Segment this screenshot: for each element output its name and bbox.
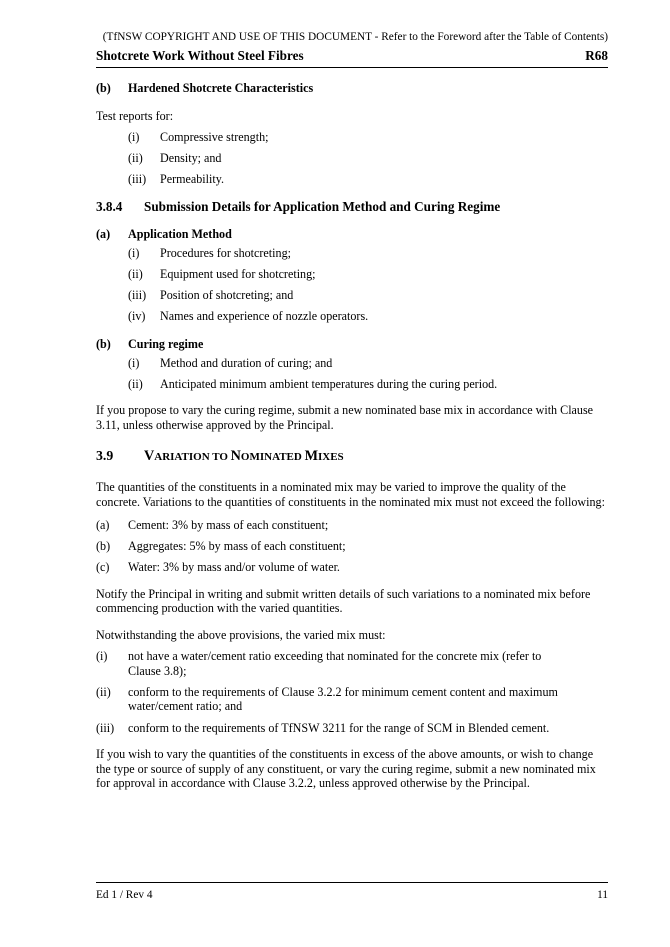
notwithstanding-paragraph: Notwithstanding the above provisions, the varied mix must: xyxy=(96,627,386,642)
list-item xyxy=(96,246,608,261)
hardened-intro: Test reports for: xyxy=(96,109,174,123)
list-item-number: (ii) xyxy=(96,684,111,699)
list-item-text: Procedures for shotcreting; xyxy=(160,245,291,260)
list-item-number: (iv) xyxy=(128,309,146,324)
list-item-number: (ii) xyxy=(128,376,143,391)
page-number: 11 xyxy=(597,889,608,901)
list-item-number: (ii) xyxy=(128,266,143,281)
closing-paragraph: If you wish to vary the quantities of the constituents in excess of the above amounts, or wish to change the type or source of supply of any constituent, or vary the curing regime, submit a new nominated mix for approval in accordance with Clause 3.2.2, unless approved otherwise by the Principal. xyxy=(96,747,596,791)
section-number: 3.8.4 xyxy=(96,198,123,214)
section-title: VARIATION TO NOMINATED MIXES xyxy=(144,448,344,465)
list-item-text: Method and duration of curing; and xyxy=(160,355,333,370)
variation-intro: The quantities of the constituents in a nominated mix may be varied to improve the quality of the concrete. Variations to the quantities of constituents in the nominated mix must not exceed the following: xyxy=(96,480,605,509)
list-item xyxy=(96,267,608,282)
list-item-number: (i) xyxy=(96,649,108,664)
list-item xyxy=(96,377,608,392)
curing-title: Curing regime xyxy=(128,336,204,351)
list-item-number: (b) xyxy=(96,539,111,554)
list-item-text: not have a water/cement ratio exceeding that nominated for the concrete mix (refer to Clause 3.8); xyxy=(128,649,542,678)
list-item xyxy=(96,309,608,324)
hardened-label: (b) xyxy=(96,81,111,95)
curing-note: If you propose to vary the curing regime, submit a new nominated base mix in accordance with Clause 3.11, unless otherwise approved by the Principal. xyxy=(96,403,594,432)
list-item-text: Aggregates: 5% by mass of each constituent; xyxy=(128,539,346,554)
section-384-heading xyxy=(96,200,608,218)
edition-label: Ed 1 / Rev 4 xyxy=(96,889,153,901)
list-item-text: conform to the requirements of Clause 3.2.2 for minimum cement content and maximum water/cement ratio; and xyxy=(128,684,558,714)
list-item-number: (iii) xyxy=(128,287,147,302)
list-item-text: Density; and xyxy=(160,151,222,166)
section-title: Submission Details for Application Method and Curing Regime xyxy=(144,198,501,214)
list-item-number: (iii) xyxy=(96,720,115,735)
section-39-heading xyxy=(96,449,608,469)
curing-heading xyxy=(96,337,608,353)
list-item-number: (i) xyxy=(128,355,140,370)
curing-label: (b) xyxy=(96,336,111,351)
list-item xyxy=(96,539,608,554)
list-item xyxy=(96,560,608,575)
list-item-text: Anticipated minimum ambient temperatures during the curing period. xyxy=(160,376,498,391)
page-content xyxy=(96,77,608,791)
footer-divider xyxy=(96,882,608,883)
list-item-number: (i) xyxy=(128,245,140,260)
list-item xyxy=(96,649,608,678)
hardened-heading xyxy=(96,81,608,97)
running-header xyxy=(96,46,608,66)
section-number: 3.9 xyxy=(96,448,114,464)
list-item xyxy=(96,151,608,166)
application-heading xyxy=(96,227,608,243)
list-item xyxy=(96,130,608,145)
header-divider xyxy=(96,67,608,68)
list-item-text: Position of shotcreting; and xyxy=(160,287,294,302)
list-item-text: Water: 3% by mass and/or volume of water. xyxy=(128,560,340,575)
list-item-number: (i) xyxy=(128,130,140,145)
list-item xyxy=(96,288,608,303)
application-label: (a) xyxy=(96,226,111,241)
list-item xyxy=(96,685,608,714)
copyright-notice: (TfNSW COPYRIGHT AND USE OF THIS DOCUMENT - Refer to the Foreword after the Table of Contents) xyxy=(102,31,608,43)
hardened-title: Hardened Shotcrete Characteristics xyxy=(128,81,314,95)
list-item-text: Permeability. xyxy=(160,172,225,187)
application-title: Application Method xyxy=(128,226,232,241)
list-item-number: (c) xyxy=(96,560,110,575)
list-item-number: (ii) xyxy=(128,151,143,166)
notify-paragraph: Notify the Principal in writing and submit written details of such variations to a nominated mix before commencing production with the varied quantities. xyxy=(96,586,591,616)
list-item xyxy=(96,518,608,533)
list-item-text: Cement: 3% by mass of each constituent; xyxy=(128,518,329,533)
list-item-text: Compressive strength; xyxy=(160,130,269,145)
document-title: Shotcrete Work Without Steel Fibres xyxy=(96,48,304,63)
list-item-text: conform to the requirements of TfNSW 3211 for the range of SCM in Blended cement. xyxy=(128,720,550,735)
list-item-text: Names and experience of nozzle operators. xyxy=(160,309,369,324)
list-item-text: Equipment used for shotcreting; xyxy=(160,266,316,281)
list-item xyxy=(96,356,608,371)
list-item-number: (a) xyxy=(96,518,110,533)
list-item xyxy=(96,172,608,187)
list-item-number: (iii) xyxy=(128,172,147,187)
document-code: R68 xyxy=(585,48,608,63)
list-item xyxy=(96,721,608,736)
